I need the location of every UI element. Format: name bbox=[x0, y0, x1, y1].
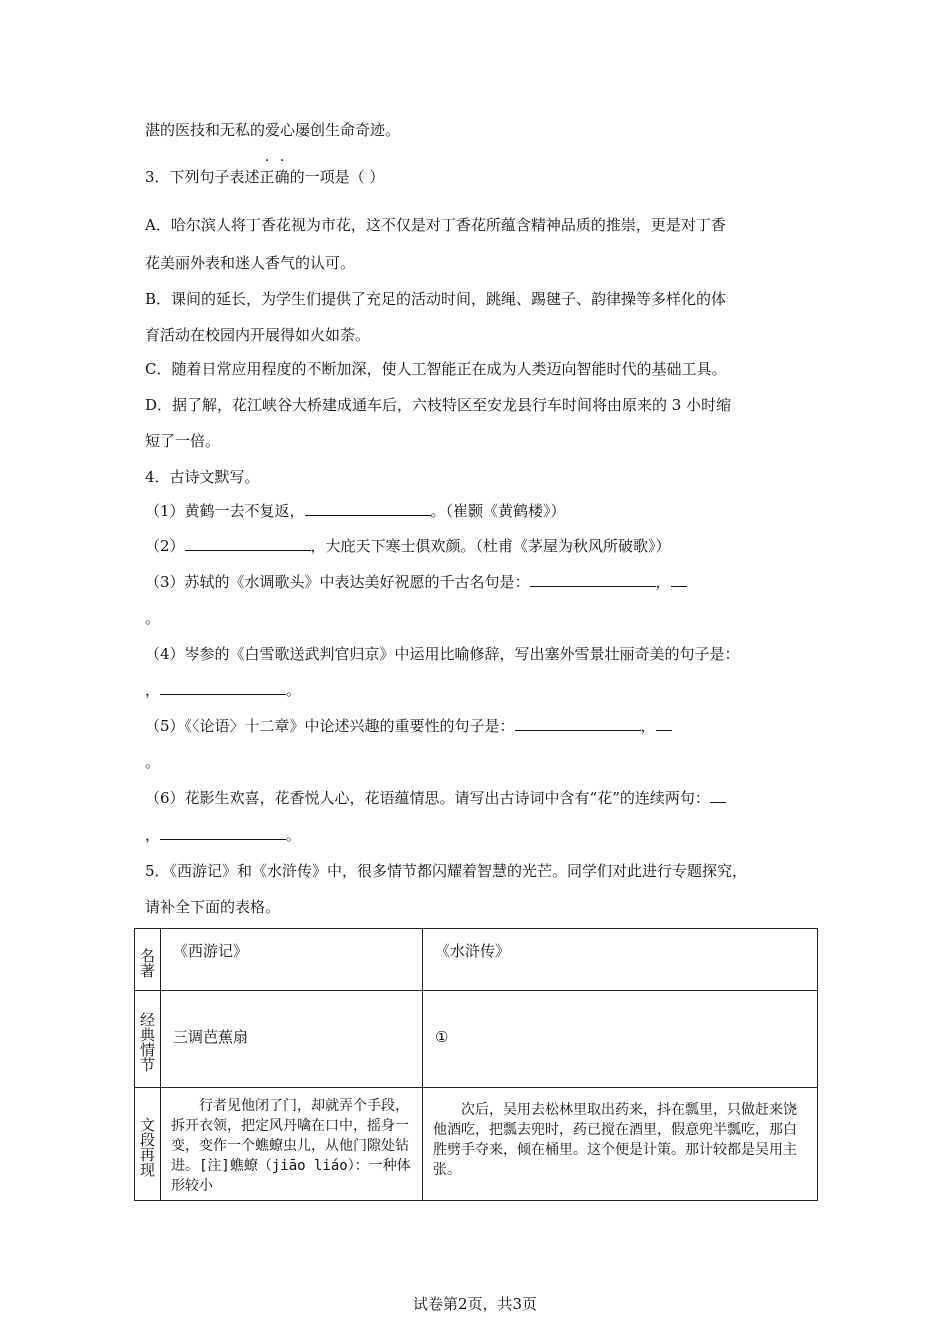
answer-blank[interactable] bbox=[160, 680, 286, 695]
answer-blank[interactable] bbox=[671, 572, 687, 587]
q4-stem: 4．古诗文默写。 bbox=[145, 468, 260, 486]
q4-item-1: （1）黄鹤一去不复返， 。（崔颢《黄鹤楼》） bbox=[145, 502, 566, 520]
cell-xiyouji-plot: 三调芭蕉扇 bbox=[161, 991, 423, 1088]
answer-blank[interactable] bbox=[185, 536, 311, 551]
q3-stem-before: 3．下列句子表述 bbox=[145, 168, 260, 186]
q5-stem-line2: 请补全下面的表格。 bbox=[145, 898, 281, 916]
q3-option-a-line2: 花美丽外表和迷人香气的认可。 bbox=[145, 254, 356, 272]
q3-stem bbox=[145, 167, 384, 187]
answer-blank[interactable] bbox=[656, 716, 672, 731]
q3-emphasis-char-2: 确 bbox=[274, 168, 290, 186]
page-footer: 试卷第2页，共3页 bbox=[412, 1295, 538, 1313]
q4-item-5: （5）《〈论语〉十二章》中论述兴趣的重要性的句子是： ， bbox=[145, 716, 672, 736]
q3-option-c[interactable]: C．随着日常应用程度的不断加深，使人工智能正在成为人类迈向智能时代的基础工具。 bbox=[145, 360, 727, 378]
q4-item-4-cont: ， 。 bbox=[145, 681, 302, 699]
q3-emphasis-char-1: 正 bbox=[259, 168, 275, 186]
row-header-title: 名著 bbox=[135, 929, 161, 991]
cell-shuihu-title: 《水浒传》 bbox=[423, 929, 818, 991]
q4-item-4: （4）岑参的《白雪歌送武判官归京》中运用比喻修辞，写出塞外雪景壮丽奇美的句子是： bbox=[145, 645, 740, 663]
cell-shuihu-passage: 次后，吴用去松林里取出药来，抖在瓢里，只做赶来饶他酒吃，把瓢去兜时，药已搅在酒里，假意兜半瓢吃，那白胜劈手夺来，倾在桶里。这个便是计策。那计较都是吴用主张。 bbox=[423, 1088, 818, 1201]
table-row bbox=[135, 991, 818, 1088]
answer-blank[interactable] bbox=[710, 788, 726, 803]
works-table bbox=[134, 928, 818, 1201]
answer-blank[interactable] bbox=[160, 825, 286, 840]
table-row bbox=[135, 1088, 818, 1201]
q3-option-d-line2: 短了一倍。 bbox=[145, 432, 221, 450]
row-header-plot: 经典情节 bbox=[135, 991, 161, 1088]
q4-item-2: （2） ，大庇天下寒士俱欢颜。（杜甫《茅屋为秋风所破歌》） bbox=[145, 537, 671, 555]
q3-option-d-line1[interactable]: D．据了解，花江峡谷大桥建成通车后，六枝特区至安龙县行车时间将由原来的 3 小时缩 bbox=[145, 396, 732, 414]
cell-shuihu-plot-blank[interactable]: ① bbox=[423, 991, 818, 1088]
answer-blank[interactable] bbox=[305, 501, 431, 516]
answer-blank[interactable] bbox=[530, 572, 656, 587]
cell-xiyouji-passage: 行者见他闭了门，却就弄个手段，拆开衣领，把定风丹噙在口中，摇身一变，变作一个蟭蟟虫儿，从他门隙处钻进。[注]蟭蟟（jiāo liáo）：一种体形较小 bbox=[161, 1088, 423, 1201]
q4-item-3-end: 。 bbox=[145, 609, 161, 627]
q5-stem-line1: 5．《西游记》和《水浒传》中，很多情节都闪耀着智慧的光芒。同学们对此进行专题探究， bbox=[145, 862, 748, 880]
q3-option-b-line1[interactable]: B．课间的延长，为学生们提供了充足的活动时间，跳绳、踢毽子、韵律操等多样化的体 bbox=[145, 290, 727, 308]
q3-stem-after: 的一项是（ ） bbox=[289, 168, 385, 186]
q3-option-a-line1[interactable]: A．哈尔滨人将丁香花视为市花，这不仅是对丁香花所蕴含精神品质的推崇，更是对丁香 bbox=[145, 216, 726, 234]
q4-item-6: （6）花影生欢喜，花香悦人心，花语蕴情思。请写出古诗词中含有“花”的连续两句： bbox=[145, 788, 726, 808]
cell-xiyouji-title: 《西游记》 bbox=[161, 929, 423, 991]
q3-option-b-line2: 育活动在校园内开展得如火如荼。 bbox=[145, 326, 371, 344]
q4-item-3: （3）苏轼的《水调歌头》中表达美好祝愿的千古名句是： ， bbox=[145, 572, 687, 592]
table-row bbox=[135, 929, 818, 991]
q4-item-6-cont: ， 。 bbox=[145, 826, 302, 844]
answer-blank[interactable] bbox=[515, 716, 641, 731]
intro-line: 湛的医技和无私的爱心屡创生命奇迹。 bbox=[145, 121, 401, 139]
q4-item-5-end: 。 bbox=[145, 753, 161, 771]
row-header-passage: 文段再现 bbox=[135, 1088, 161, 1201]
